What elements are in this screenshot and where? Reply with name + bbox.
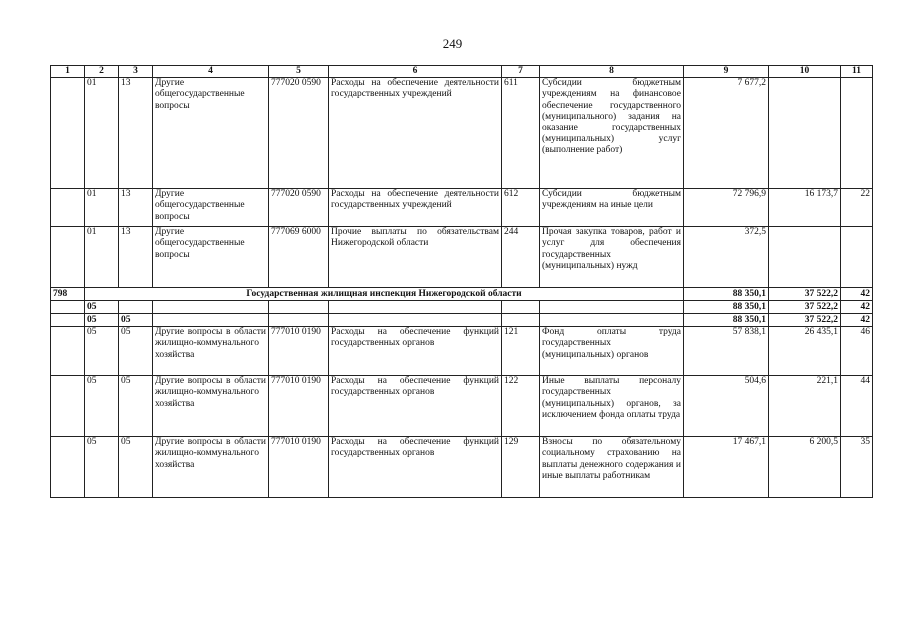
actual-amount-cell: 221,1 [769, 376, 841, 437]
section-cell: 05 [85, 314, 119, 327]
planned-amount-cell: 372,5 [684, 227, 769, 288]
percent-cell [841, 227, 873, 288]
table-row [51, 78, 873, 189]
target-name-cell: Расходы на обеспечение функций государственных органов [329, 327, 502, 376]
target-name-cell: Расходы на обеспечение деятельности государственных учреждений [329, 78, 502, 189]
percent-cell: 46 [841, 327, 873, 376]
expense-name-cell: Фонд оплаты труда государственных (муниципальных) органов [540, 327, 684, 376]
actual-amount-cell: 37 522,2 [769, 288, 841, 301]
expense-name-cell: Иные выплаты персоналу государственных (муниципальных) органов, за исключением фонда оплаты труда [540, 376, 684, 437]
owner-code-cell [51, 437, 85, 498]
subsection-cell [119, 301, 153, 314]
empty-cell [540, 301, 684, 314]
table-row [51, 227, 873, 288]
target-code-cell: 777020 0590 [269, 78, 329, 189]
expense-name-cell: Прочая закупка товаров, работ и услуг для обеспечения государственных (муниципальных) нужд [540, 227, 684, 288]
header-row [51, 66, 873, 78]
table-row [51, 189, 873, 227]
owner-code-cell [51, 301, 85, 314]
section-name-cell: Другие общегосударственные вопросы [153, 227, 269, 288]
column-header: 10 [769, 66, 841, 78]
budget-table [50, 65, 873, 498]
planned-amount-cell: 7 677,2 [684, 78, 769, 189]
actual-amount-cell [769, 78, 841, 189]
section-name-cell: Другие вопросы в области жилищно-коммунального хозяйства [153, 376, 269, 437]
column-header: 7 [502, 66, 540, 78]
column-header: 5 [269, 66, 329, 78]
target-name-cell: Расходы на обеспечение деятельности государственных учреждений [329, 189, 502, 227]
subsection-cell: 05 [119, 314, 153, 327]
owner-code-cell: 798 [51, 288, 85, 301]
owner-code-cell [51, 227, 85, 288]
actual-amount-cell: 6 200,5 [769, 437, 841, 498]
section-name-cell: Другие общегосударственные вопросы [153, 189, 269, 227]
percent-cell: 42 [841, 314, 873, 327]
target-name-cell: Расходы на обеспечение функций государственных органов [329, 437, 502, 498]
column-header: 4 [153, 66, 269, 78]
planned-amount-cell: 72 796,9 [684, 189, 769, 227]
empty-cell [329, 314, 502, 327]
target-name-cell: Прочие выплаты по обязательствам Нижегородской области [329, 227, 502, 288]
actual-amount-cell: 37 522,2 [769, 301, 841, 314]
planned-amount-cell: 504,6 [684, 376, 769, 437]
table-row [51, 327, 873, 376]
empty-cell [153, 301, 269, 314]
subsection-cell: 05 [119, 327, 153, 376]
empty-cell [502, 314, 540, 327]
section-cell: 05 [85, 437, 119, 498]
expense-type-cell: 611 [502, 78, 540, 189]
target-name-cell: Расходы на обеспечение функций государственных органов [329, 376, 502, 437]
expense-name-cell: Субсидии бюджетным учреждениям на финансовое обеспечение государственного (муниципального) задания на оказание государственных (муниципальных) услуг (выполнение работ) [540, 78, 684, 189]
expense-type-cell: 121 [502, 327, 540, 376]
subsection-cell: 13 [119, 227, 153, 288]
owner-code-cell [51, 327, 85, 376]
column-header: 3 [119, 66, 153, 78]
summary-row-department [51, 288, 873, 301]
subsection-cell: 13 [119, 78, 153, 189]
empty-cell [502, 301, 540, 314]
summary-row-section [51, 301, 873, 314]
target-code-cell: 777010 0190 [269, 327, 329, 376]
section-name-cell: Другие вопросы в области жилищно-коммунального хозяйства [153, 437, 269, 498]
table-row [51, 376, 873, 437]
percent-cell: 44 [841, 376, 873, 437]
owner-code-cell [51, 78, 85, 189]
owner-code-cell [51, 314, 85, 327]
department-title-cell: Государственная жилищная инспекция Нижегородской области [85, 288, 684, 301]
section-cell: 05 [85, 301, 119, 314]
table-row [51, 437, 873, 498]
target-code-cell: 777010 0190 [269, 376, 329, 437]
owner-code-cell [51, 376, 85, 437]
target-code-cell: 777069 6000 [269, 227, 329, 288]
section-cell: 01 [85, 189, 119, 227]
target-code-cell: 777020 0590 [269, 189, 329, 227]
empty-cell [269, 301, 329, 314]
planned-amount-cell: 88 350,1 [684, 314, 769, 327]
summary-row-subsection [51, 314, 873, 327]
column-header: 6 [329, 66, 502, 78]
expense-type-cell: 129 [502, 437, 540, 498]
column-header: 8 [540, 66, 684, 78]
percent-cell: 42 [841, 288, 873, 301]
expense-name-cell: Субсидии бюджетным учреждениям на иные цели [540, 189, 684, 227]
section-cell: 01 [85, 78, 119, 189]
actual-amount-cell [769, 227, 841, 288]
empty-cell [153, 314, 269, 327]
percent-cell [841, 78, 873, 189]
section-cell: 05 [85, 376, 119, 437]
expense-type-cell: 612 [502, 189, 540, 227]
page-number: 249 [442, 36, 463, 51]
expense-type-cell: 122 [502, 376, 540, 437]
empty-cell [329, 301, 502, 314]
percent-cell: 35 [841, 437, 873, 498]
actual-amount-cell: 16 173,7 [769, 189, 841, 227]
planned-amount-cell: 88 350,1 [684, 301, 769, 314]
column-header: 9 [684, 66, 769, 78]
target-code-cell: 777010 0190 [269, 437, 329, 498]
section-name-cell: Другие общегосударственные вопросы [153, 78, 269, 189]
column-header: 11 [841, 66, 873, 78]
owner-code-cell [51, 189, 85, 227]
column-header: 1 [51, 66, 85, 78]
column-header: 2 [85, 66, 119, 78]
subsection-cell: 05 [119, 437, 153, 498]
empty-cell [540, 314, 684, 327]
percent-cell: 42 [841, 301, 873, 314]
section-cell: 01 [85, 227, 119, 288]
planned-amount-cell: 57 838,1 [684, 327, 769, 376]
actual-amount-cell: 37 522,2 [769, 314, 841, 327]
subsection-cell: 13 [119, 189, 153, 227]
subsection-cell: 05 [119, 376, 153, 437]
planned-amount-cell: 88 350,1 [684, 288, 769, 301]
actual-amount-cell: 26 435,1 [769, 327, 841, 376]
expense-type-cell: 244 [502, 227, 540, 288]
empty-cell [269, 314, 329, 327]
planned-amount-cell: 17 467,1 [684, 437, 769, 498]
section-name-cell: Другие вопросы в области жилищно-коммунального хозяйства [153, 327, 269, 376]
section-cell: 05 [85, 327, 119, 376]
percent-cell: 22 [841, 189, 873, 227]
expense-name-cell: Взносы по обязательному социальному страхованию на выплаты денежного содержания и иные выплаты работникам [540, 437, 684, 498]
